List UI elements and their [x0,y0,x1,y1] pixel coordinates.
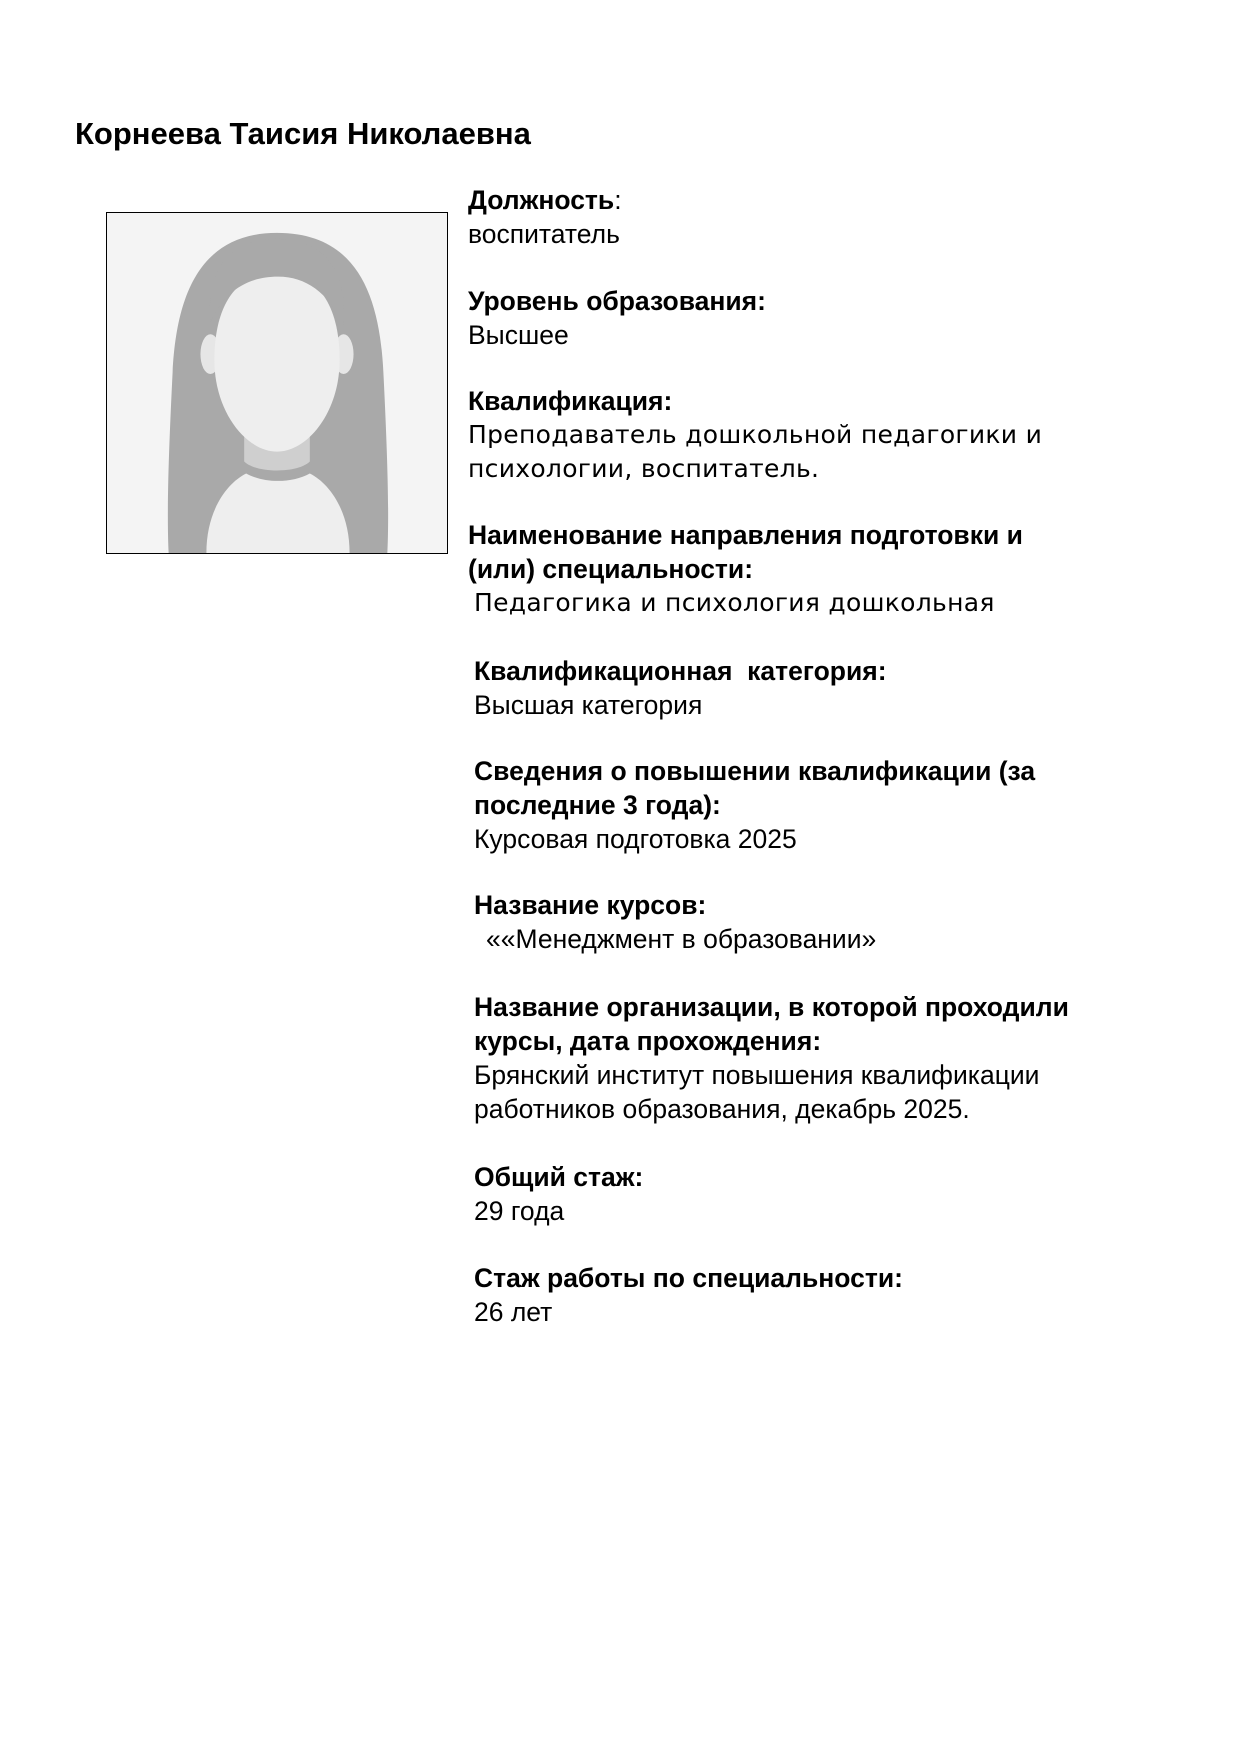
field-value: Высшее [468,320,569,350]
field-position [468,183,1188,251]
field-training [474,754,1194,856]
field-label: Квалификация: [468,386,673,416]
field-specialty [468,518,1188,620]
field-category [474,654,1194,722]
field-value: Курсовая подготовка 2025 [474,824,797,854]
field-value: воспитатель [468,219,620,249]
field-label: Общий стаж: [474,1162,644,1192]
field-value-line2: психологии, воспитатель. [468,454,820,483]
field-label-line2: курсы, дата прохождения: [474,1026,822,1056]
field-label: Стаж работы по специальности: [474,1263,903,1293]
field-value-line2: работников образования, декабрь 2025. [474,1094,970,1124]
field-label: Уровень образования: [468,286,766,316]
field-value-line1: Преподаватель дошкольной педагогики и [468,420,1043,449]
field-label-line1: Сведения о повышении квалификации (за [474,756,1036,786]
field-total-experience [474,1160,1194,1228]
profile-photo [106,212,448,554]
field-value: 29 года [474,1196,565,1226]
field-value-line1: Брянский институт повышения квалификации [474,1060,1040,1090]
person-placeholder-icon [107,213,447,553]
field-value: ««Менеджмент в образовании» [486,924,877,954]
field-specialty-experience [474,1261,1194,1329]
field-value: Высшая категория [474,690,703,720]
field-organization [474,990,1194,1126]
field-label-line2: (или) специальности: [468,554,754,584]
field-qualification [468,384,1188,486]
field-label-line1: Название организации, в которой проходили [474,992,1069,1022]
page-title: Корнеева Таисия Николаевна [75,116,531,151]
field-label: Квалификационная категория: [474,656,887,686]
field-education [468,284,1188,352]
field-value: Педагогика и психология дошкольная [474,588,995,617]
field-label: Должность [468,185,615,215]
field-label-colon: : [614,185,622,215]
field-value: 26 лет [474,1297,553,1327]
field-label-line1: Наименование направления подготовки и [468,520,1023,550]
field-label-line2: последние 3 года): [474,790,721,820]
field-courses [474,888,1194,956]
field-label: Название курсов: [474,890,707,920]
